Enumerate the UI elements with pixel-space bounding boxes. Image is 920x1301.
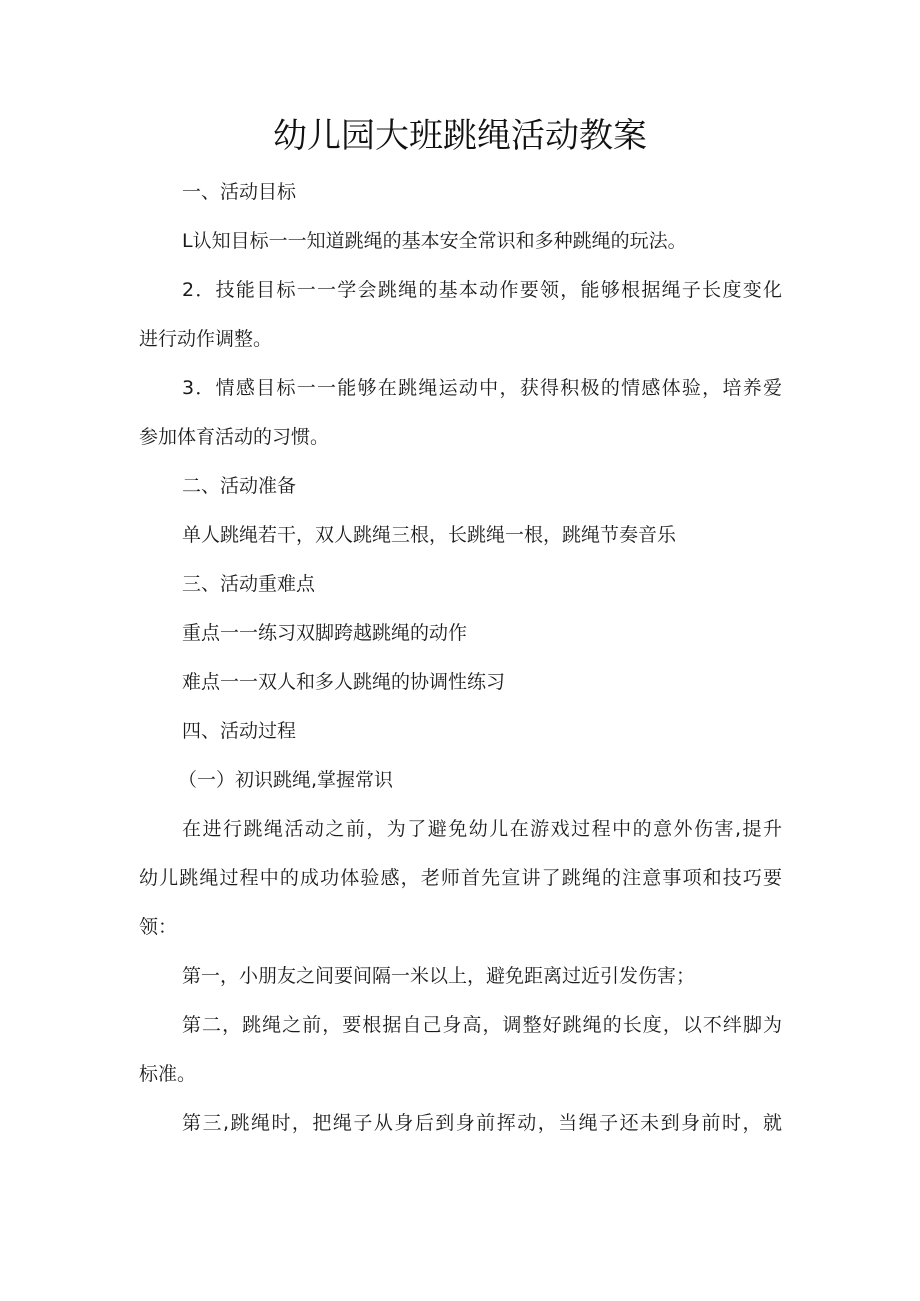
section-heading-preparation: 二、活动准备 [182,475,297,497]
document-title: 幼儿园大班跳绳活动教案 [273,116,647,156]
paragraph-line: L认知目标一一知道跳绳的基本安全常识和多种跳绳的玩法。 [182,230,687,252]
paragraph-line: 第二，跳绳之前，要根据自己身高，调整好跳绳的长度，以不绊脚为 [182,1014,782,1036]
paragraph-line: 参加体育活动的习惯。 [139,426,330,448]
paragraph-line: 难点一一双人和多人跳绳的协调性练习 [182,671,506,693]
section-heading-key-points: 三、活动重难点 [182,573,316,595]
paragraph-line: 领： [139,916,178,938]
paragraph-line: 2．技能目标一一学会跳绳的基本动作要领，能够根据绳子长度变化 [182,279,782,301]
paragraph-line: 在进行跳绳活动之前，为了避免幼儿在游戏过程中的意外伤害,提升 [182,818,782,840]
paragraph-line: 标准。 [139,1063,197,1085]
section-heading-goals: 一、活动目标 [182,181,297,203]
section-heading-process: 四、活动过程 [182,720,297,742]
paragraph-line: 幼儿跳绳过程中的成功体验感，老师首先宣讲了跳绳的注意事项和技巧要 [139,867,782,889]
paragraph-line: 3．情感目标一一能够在跳绳运动中，获得积极的情感体验，培养爱 [182,377,782,399]
paragraph-line: 第一，小朋友之间要间隔一米以上，避免距离过近引发伤害； [182,965,696,987]
subsection-heading: （一）初识跳绳,掌握常识 [178,769,394,791]
paragraph-line: 重点一一练习双脚跨越跳绳的动作 [182,622,468,644]
paragraph-line: 单人跳绳若干，双人跳绳三根，长跳绳一根，跳绳节奏音乐 [182,524,677,546]
paragraph-line: 第三,跳绳时，把绳子从身后到身前挥动，当绳子还未到身前时，就 [182,1112,782,1134]
paragraph-line: 进行动作调整。 [139,328,273,350]
